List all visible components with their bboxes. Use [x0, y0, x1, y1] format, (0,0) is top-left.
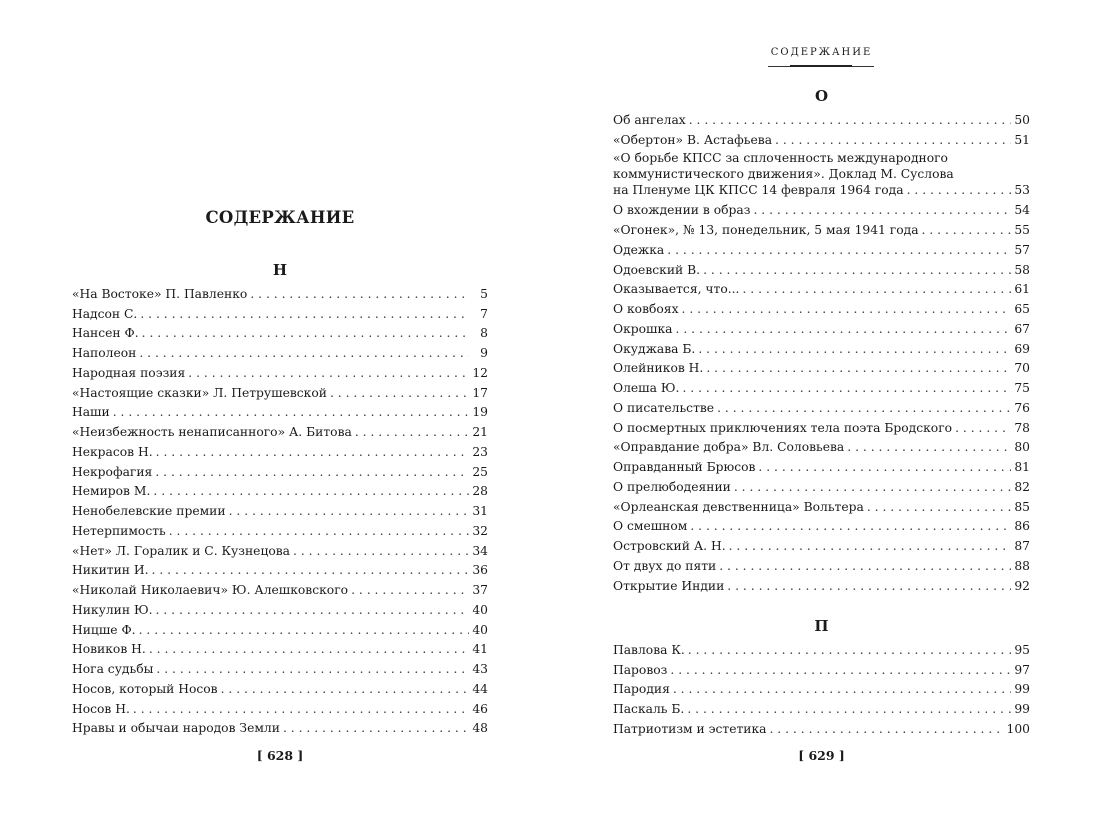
toc-entry	[613, 495, 1030, 515]
section-letter-n: Н	[272, 261, 288, 279]
toc-entry	[72, 322, 488, 342]
toc-entry-multiline	[613, 150, 1030, 198]
toc-entry	[72, 657, 488, 677]
entry-page: 5	[480, 286, 488, 301]
toc-entry	[613, 376, 1030, 396]
entry-title: Ненобелевские премии	[72, 504, 226, 518]
entry-title: «Оправдание добра» Вл. Соловьева	[613, 440, 845, 455]
leader-dots	[687, 701, 1011, 717]
toc-entry	[613, 416, 1030, 436]
entry-title: Олейников Н.	[613, 361, 704, 376]
entry-page: 57	[1014, 242, 1030, 257]
entry-title: «Обертон» В. Астафьева	[613, 132, 773, 147]
toc-entry	[72, 282, 488, 302]
entry-title: Островский А. Н.	[613, 539, 726, 553]
leader-dots	[250, 286, 469, 302]
leader-dots	[169, 523, 469, 539]
entry-title: Паровоз	[613, 662, 668, 677]
leader-dots	[729, 538, 1011, 554]
leader-dots	[703, 262, 1011, 278]
entry-title: Окуджава Б.	[613, 341, 696, 356]
leader-dots	[688, 642, 1011, 658]
leader-dots	[673, 681, 1011, 697]
entry-last-line	[613, 182, 1030, 198]
leader-dots	[113, 404, 469, 420]
entry-page: 69	[1014, 341, 1030, 356]
entry-page: 41	[472, 642, 488, 657]
leader-dots	[676, 321, 1012, 337]
leader-dots	[330, 385, 469, 401]
leader-dots	[717, 400, 1011, 416]
entry-page: 54	[1014, 203, 1030, 218]
leader-dots	[355, 424, 469, 440]
entry-title: Пародия	[613, 682, 670, 697]
leader-dots	[229, 503, 469, 519]
entry-page: 97	[1014, 662, 1030, 677]
toc-entry	[72, 677, 488, 697]
leader-dots	[351, 582, 469, 598]
entry-page: 70	[1014, 361, 1030, 376]
toc-entry	[72, 361, 488, 381]
toc-entry	[613, 258, 1030, 278]
entry-page: 80	[1014, 440, 1030, 455]
toc-entry	[613, 515, 1030, 535]
toc-entry	[72, 381, 488, 401]
toc-entry	[613, 238, 1030, 258]
entry-page: 46	[472, 701, 488, 716]
leader-dots	[155, 464, 469, 480]
toc-entry	[72, 302, 488, 322]
toc-entry	[613, 317, 1030, 337]
entry-title: Паскаль Б.	[613, 702, 685, 716]
toc-entry	[72, 697, 488, 717]
entry-title: Об ангелах	[613, 112, 686, 127]
toc-entry	[72, 480, 488, 500]
entry-page: 55	[1014, 223, 1030, 237]
entry-page: 43	[472, 662, 488, 676]
entry-title: Олеша Ю.	[613, 381, 680, 395]
entry-title: Оправданный Брюсов	[613, 460, 756, 474]
leader-dots	[188, 365, 469, 381]
leader-dots	[670, 662, 1011, 678]
page-number: [ 628 ]	[256, 748, 304, 763]
entry-title: Открытие Индии	[613, 578, 725, 593]
entry-page: 28	[472, 484, 488, 499]
entry-title: Нога судьбы	[72, 662, 154, 676]
toc-entry	[613, 108, 1030, 128]
entry-title: Нансен Ф.	[72, 326, 139, 341]
entry-page: 40	[472, 602, 488, 617]
toc-entry	[613, 658, 1030, 678]
entry-title: Носов Н.	[72, 701, 130, 716]
entry-title: Никулин Ю.	[72, 602, 153, 617]
entry-title: Наши	[72, 405, 110, 420]
entry-title: «Орлеанская девственница» Вольтера	[613, 499, 864, 514]
right-page	[613, 0, 1030, 825]
toc-entry	[613, 337, 1030, 357]
entry-title: О ковбоях	[613, 302, 679, 316]
leader-dots	[139, 345, 469, 361]
toc-entry	[72, 578, 488, 598]
toc-entry	[613, 128, 1030, 148]
entry-page: 12	[472, 365, 488, 380]
entry-page: 34	[472, 543, 488, 558]
entry-title: «Нет» Л. Горалик и С. Кузнецова	[72, 543, 291, 558]
entry-page: 44	[472, 681, 488, 696]
leader-dots	[156, 444, 469, 460]
entry-page: 67	[1014, 321, 1030, 336]
toc-entry	[72, 341, 488, 361]
entry-page: 36	[472, 563, 488, 578]
toc-entry	[72, 499, 488, 519]
leader-dots	[149, 641, 469, 657]
toc-entry	[72, 539, 488, 559]
toc-entry	[72, 519, 488, 539]
leader-dots	[682, 301, 1011, 317]
entry-title: Немиров М.	[72, 484, 151, 499]
section-letter-p: П	[814, 617, 829, 635]
page-number: [ 629 ]	[798, 748, 845, 763]
entry-page: 86	[1014, 519, 1030, 534]
running-head: СОДЕРЖАНИЕ	[770, 47, 873, 58]
entry-title: О вхождении в образ	[613, 203, 751, 218]
leader-dots	[667, 242, 1011, 258]
leader-dots	[139, 622, 469, 638]
entry-title: Нравы и обычаи народов Земли	[72, 721, 280, 736]
toc-entry	[613, 574, 1030, 594]
toc-entry	[613, 436, 1030, 456]
entry-page: 85	[1014, 499, 1030, 514]
toc-entry	[613, 678, 1030, 698]
entry-page: 17	[472, 385, 488, 400]
leader-dots	[775, 132, 1011, 148]
entry-page: 32	[472, 523, 488, 538]
entry-title-line: коммунистического движения». Доклад М. Суслова	[613, 166, 954, 181]
leader-dots	[922, 222, 1011, 238]
leader-dots	[156, 602, 469, 618]
entry-title: Некрасов Н.	[72, 444, 153, 459]
entry-title-line: «О борьбе КПСС за сплоченность международного	[613, 150, 948, 165]
entry-page: 88	[1014, 558, 1030, 573]
entry-title: Надсон С.	[72, 306, 138, 321]
entry-title: О прелюбодеянии	[613, 479, 731, 494]
entry-page: 76	[1014, 400, 1030, 415]
entry-page: 100	[1006, 721, 1030, 736]
leader-dots	[153, 483, 469, 499]
entry-page: 50	[1014, 112, 1030, 127]
entry-title: О писательстве	[613, 400, 715, 415]
leader-dots	[698, 341, 1011, 357]
leader-dots	[742, 281, 1011, 297]
toc-entry	[72, 460, 488, 480]
entry-title: Одоевский В.	[613, 262, 701, 277]
entry-title: Павлова К.	[613, 642, 685, 657]
toc-entry	[613, 717, 1030, 737]
entry-page: 61	[1014, 282, 1030, 297]
entry-title: От двух до пяти	[613, 558, 717, 573]
leader-dots	[734, 479, 1011, 495]
toc-entry	[613, 554, 1030, 574]
entry-page: 19	[472, 405, 488, 420]
entry-title: Оказывается, что...	[613, 282, 740, 297]
left-page	[72, 0, 488, 825]
entry-page: 37	[472, 583, 488, 597]
entry-title: О смешном	[613, 519, 688, 534]
toc-entry	[72, 598, 488, 618]
toc-entry	[613, 455, 1030, 475]
entry-page: 75	[1014, 381, 1030, 395]
entry-page: 81	[1014, 460, 1030, 474]
entry-page: 99	[1014, 702, 1030, 716]
toc-entry	[72, 401, 488, 421]
leader-dots	[690, 518, 1011, 534]
leader-dots	[152, 562, 469, 578]
leader-dots	[753, 202, 1011, 218]
leader-dots	[706, 360, 1011, 376]
entry-title: «Настоящие сказки» Л. Петрушевской	[72, 385, 327, 400]
entry-page: 65	[1014, 302, 1030, 316]
toc-entry	[72, 618, 488, 638]
leader-dots	[719, 558, 1011, 574]
entry-title: Нетерпимость	[72, 523, 166, 538]
entry-page: 21	[472, 425, 488, 439]
entry-title: Ницше Ф.	[72, 622, 136, 637]
toc-entry	[613, 218, 1030, 238]
leader-dots	[156, 661, 469, 677]
toc-entry	[613, 396, 1030, 416]
entry-title: «Николай Николаевич» Ю. Алешковского	[72, 583, 349, 597]
entry-page: 99	[1014, 682, 1030, 697]
entry-title: Окрошка	[613, 321, 673, 336]
entry-title: О посмертных приключениях тела поэта Бродского	[613, 420, 953, 435]
leader-dots	[283, 720, 469, 736]
leader-dots	[221, 681, 469, 697]
toc-entry	[613, 357, 1030, 377]
entry-page: 9	[480, 346, 488, 360]
page-title: СОДЕРЖАНИЕ	[205, 208, 355, 227]
toc-entry	[613, 534, 1030, 554]
leader-dots	[769, 721, 1003, 737]
leader-dots	[867, 499, 1011, 515]
toc-entry	[613, 278, 1030, 298]
entry-page: 92	[1014, 578, 1030, 593]
leader-dots	[689, 112, 1011, 128]
entry-title: «Неизбежность ненаписанного» А. Битова	[72, 425, 352, 439]
leader-dots	[758, 459, 1011, 475]
leader-dots	[955, 420, 1011, 436]
toc-list-n	[72, 282, 488, 736]
entry-title: Никитин И.	[72, 563, 149, 578]
entry-title: Одежка	[613, 242, 665, 257]
toc-entry	[72, 559, 488, 579]
entry-title: Некрофагия	[72, 464, 153, 479]
leader-dots	[682, 380, 1011, 396]
leader-dots	[133, 701, 469, 717]
entry-page: 31	[472, 504, 488, 518]
toc-list-o	[613, 108, 1030, 594]
entry-page: 53	[1014, 182, 1030, 197]
leader-dots	[727, 578, 1011, 594]
entry-title: Наполеон	[72, 346, 137, 360]
toc-entry	[72, 717, 488, 737]
leader-dots	[847, 439, 1011, 455]
entry-page: 51	[1014, 132, 1030, 147]
toc-entry	[72, 440, 488, 460]
entry-title: Носов, который Носов	[72, 681, 218, 696]
section-letter-o: О	[814, 87, 829, 105]
entry-title-line: на Пленуме ЦК КПСС 14 февраля 1964 года	[613, 182, 904, 197]
toc-entry	[613, 697, 1030, 717]
toc-list-p	[613, 638, 1030, 737]
entry-page: 78	[1014, 420, 1030, 435]
entry-page: 95	[1014, 642, 1030, 657]
entry-page: 23	[472, 444, 488, 459]
entry-page: 87	[1014, 539, 1030, 553]
leader-dots	[142, 325, 469, 341]
toc-entry	[613, 638, 1030, 658]
toc-entry	[72, 638, 488, 658]
entry-page: 25	[472, 464, 488, 479]
entry-page: 48	[472, 721, 488, 736]
leader-dots	[293, 543, 469, 559]
entry-title: «На Востоке» П. Павленко	[72, 286, 248, 301]
entry-page: 58	[1014, 262, 1030, 277]
entry-title: Народная поэзия	[72, 365, 186, 380]
entry-page: 8	[480, 326, 488, 341]
running-head-rule	[768, 66, 874, 67]
leader-dots	[907, 182, 1011, 198]
toc-entry	[613, 475, 1030, 495]
toc-entry	[613, 199, 1030, 219]
toc-entry	[72, 420, 488, 440]
entry-title: Новиков Н.	[72, 642, 146, 657]
entry-page: 82	[1014, 479, 1030, 494]
entry-title: Патриотизм и эстетика	[613, 721, 767, 736]
entry-page: 40	[472, 622, 488, 637]
entry-page: 7	[480, 306, 488, 321]
leader-dots	[140, 306, 469, 322]
toc-entry	[613, 297, 1030, 317]
entry-title: «Огонек», № 13, понедельник, 5 мая 1941 года	[613, 223, 919, 237]
